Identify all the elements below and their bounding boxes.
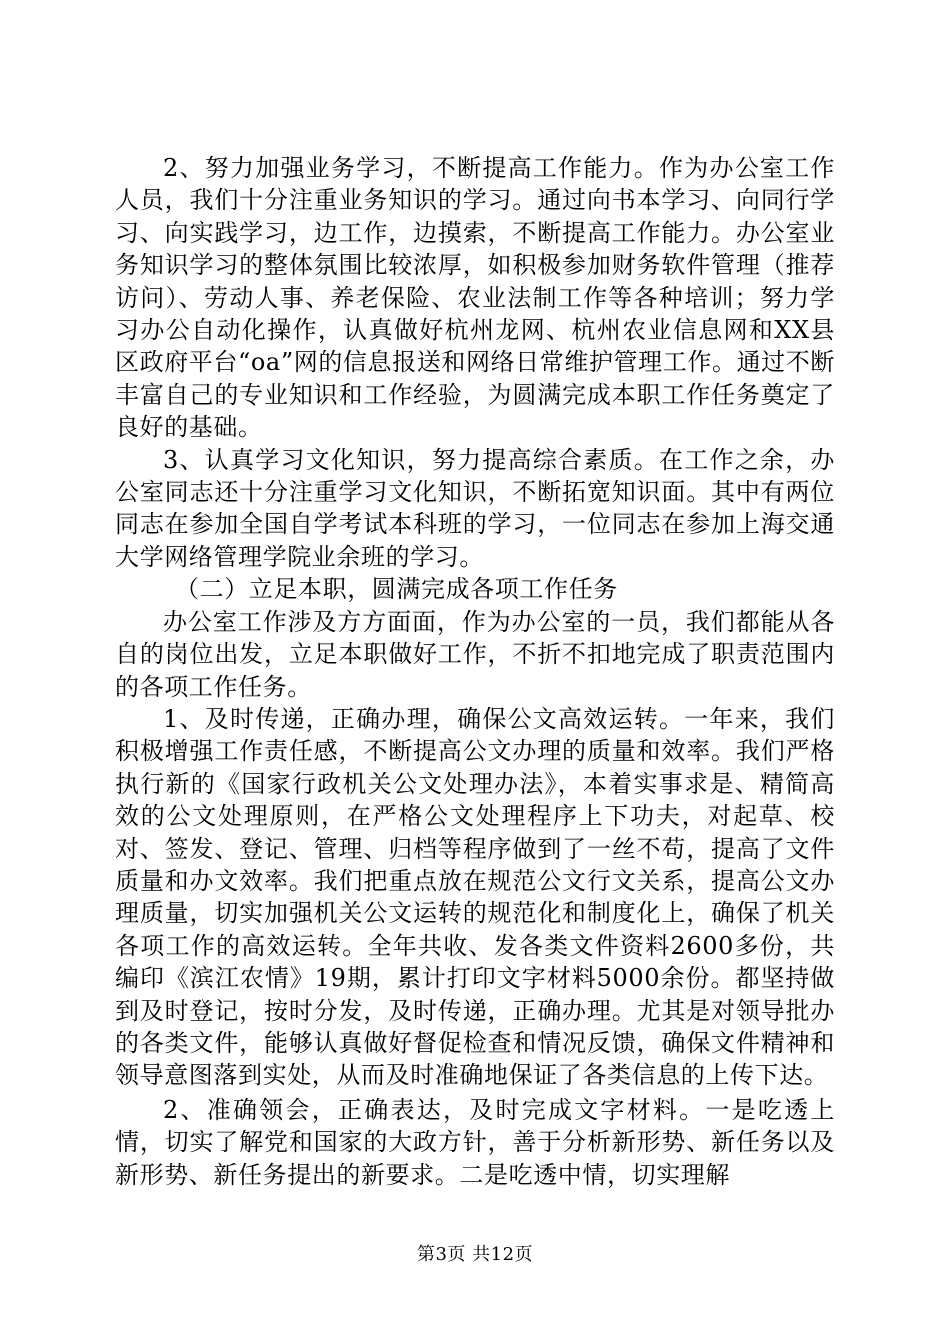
paragraph-business-study: 2、努力加强业务学习，不断提高工作能力。作为办公室工作人员，我们十分注重业务知识的学习。通过向书本学习、向同行学习、向实践学习，边工作，边摸索，不断提高工作能力。办公室业务知识学习的整体氛围比较浓厚，如积极参加财务软件管理（推荐访问）、劳动人事、养老保险、农业法制工作等各种培训；努力学习办公自动化操作，认真做好杭州龙网、杭州农业信息网和XX县区政府平台“oa”网的信息报送和网络日常维护管理工作。通过不断丰富自己的专业知识和工作经验，为圆满完成本职工作任务奠定了良好的基础。 [115,154,835,442]
paragraph-written-materials: 2、准确领会，正确表达，及时完成文字材料。一是吃透上情，切实了解党和国家的大政方针，善于分析新形势、新任务以及新形势、新任务提出的新要求。二是吃透中情，切实理解 [115,1095,835,1189]
page-number-footer: 第3页 共12页 [416,1244,534,1265]
paragraph-office-duties: 办公室工作涉及方方面面，作为办公室的一员，我们都能从各自的岗位出发，立足本职做好工作，不折不扣地完成了职责范围内的各项工作任务。 [115,607,835,701]
paragraph-document-handling: 1、及时传递，正确办理，确保公文高效运转。一年来，我们积极增强工作责任感，不断提高公文办理的质量和效率。我们严格执行新的《国家行政机关公文处理办法》，本着实事求是、精简高效的公文处理原则，在严格公文处理程序上下功夫，对起草、校对、签发、登记、管理、归档等程序做到了一丝不苟，提高了文件质量和办文效率。我们把重点放在规范公文行文关系，提高公文办理质量，切实加强机关公文运转的规范化和制度化上，确保了机关各项工作的高效运转。全年共收、发各类文件资料2600多份，共编印《滨江农情》19期，累计打印文字材料5000余份。都坚持做到及时登记，按时分发，及时传递，正确办理。尤其是对领导批办的各类文件，能够认真做好督促检查和情况反馈，确保文件精神和领导意图落到实处，从而及时准确地保证了各类信息的上传下达。 [115,704,835,1090]
section-heading-2: （二）立足本职，圆满完成各项工作任务 [175,575,618,604]
paragraph-cultural-study: 3、认真学习文化知识，努力提高综合素质。在工作之余，办公室同志还十分注重学习文化知识，不断拓宽知识面。其中有两位同志在参加全国自学考试本科班的学习，一位同志在参加上海交通大学网络管理学院业余班的学习。 [115,445,835,571]
document-body [115,152,835,1191]
